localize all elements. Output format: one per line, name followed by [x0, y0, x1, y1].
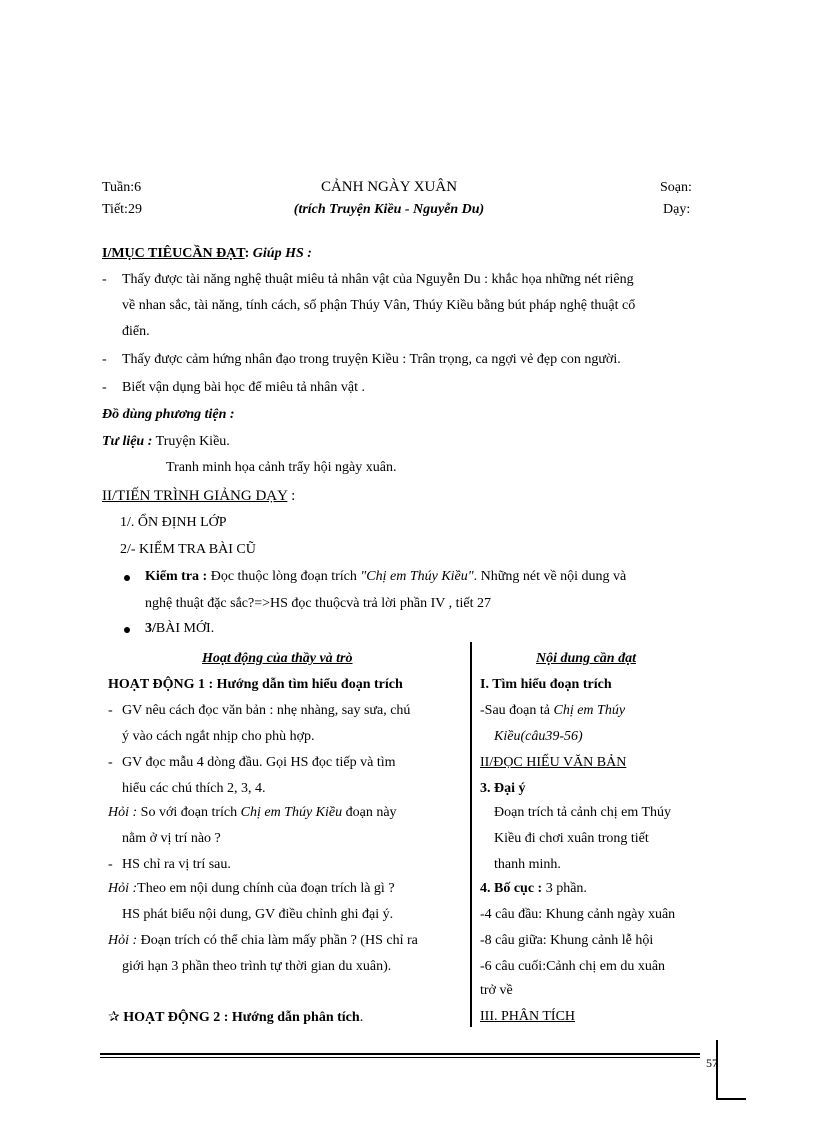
part-3-line-1: -6 câu cuối:Cảnh chị em du xuân: [480, 959, 666, 974]
footer-rule: [100, 1057, 700, 1058]
activity-2-dot: .: [359, 1010, 364, 1025]
dash-marker: -: [108, 857, 113, 872]
summary-line-1: Đoạn trích tả cảnh chị em Thúy: [494, 805, 672, 820]
location-prefix: -Sau đoạn tả: [480, 703, 550, 718]
part-3-line-2: trở về: [480, 983, 513, 998]
section-2-heading: II/ĐỌC HIỂU VĂN BẢN: [480, 755, 627, 770]
process-colon: :: [291, 488, 296, 504]
question-3-line-1: [108, 933, 418, 949]
objective-3: Biết vận dụng bài học để miêu tả nhân vật .: [122, 380, 365, 395]
question-3-text: Đoạn trích có thể chia làm mấy phần ? (HS chỉ ra: [140, 933, 418, 948]
week-label: Tuần:6: [102, 180, 142, 195]
period-label: Tiết:29: [102, 202, 142, 217]
check-label: Kiểm tra :: [145, 569, 208, 584]
question-label: Hỏi :: [108, 805, 138, 820]
dash-marker: -: [108, 703, 113, 718]
question-3-line-2: giới hạn 3 phần theo trình tự thời gian du xuân).: [122, 959, 392, 974]
gv-1-line-2: ý vào cách ngắt nhịp cho phù hợp.: [122, 729, 315, 744]
dash-marker: -: [102, 352, 107, 367]
step-3-number: 3/: [145, 621, 156, 636]
left-column-header: Hoạt động của thầy và trò: [202, 651, 353, 666]
dash-marker: -: [102, 272, 107, 287]
section-1-heading: I. Tìm hiểu đoạn trích: [480, 677, 612, 692]
section-4-value: 3 phần.: [545, 881, 587, 896]
location-line-1: [480, 703, 625, 719]
gv-2-line-2: hiểu các chú thích 2, 3, 4.: [122, 781, 266, 796]
hs-answer-2: HS phát biểu nội dung, GV điều chỉnh ghi đại ý.: [122, 907, 394, 922]
step-3: [145, 621, 214, 637]
activity-2-heading: [108, 1009, 363, 1026]
question-1-text-c: đoạn này: [345, 805, 397, 820]
check-text-1: Đọc thuộc lòng đoạn trích: [210, 569, 357, 584]
right-column-header: Nội dung cần đạt: [536, 651, 636, 666]
summary-line-3: thanh minh.: [494, 857, 561, 872]
page-number: 57: [706, 1056, 718, 1070]
objectives-lead: Giúp HS :: [252, 246, 312, 261]
objective-2: Thấy được cảm hứng nhân đạo trong truyện Kiều : Trân trọng, ca ngợi vẻ đẹp con người.: [122, 352, 621, 367]
question-1-line-2: nằm ở vị trí nào ?: [122, 831, 221, 846]
step-2: 2/- KIỂM TRA BÀI CŨ: [120, 542, 256, 557]
step-3-label: BÀI MỚI.: [155, 621, 215, 636]
step-1: 1/. ỔN ĐỊNH LỚP: [120, 515, 227, 530]
summary-line-2: Kiều đi chơi xuân trong tiết: [494, 831, 649, 846]
activity-2-title: HOẠT ĐỘNG 2 : Hướng dẫn phân tích: [123, 1010, 360, 1025]
materials-heading: Đồ dùng phương tiện :: [102, 407, 235, 422]
process-heading-line: [102, 488, 295, 505]
dash-marker: -: [108, 755, 113, 770]
materials-item-1: Truyện Kiều.: [155, 434, 230, 449]
part-1: -4 câu đầu: Khung cảnh ngày xuân: [480, 907, 676, 922]
question-1-title: Chị em Thúy Kiều: [240, 805, 343, 820]
materials-item-2: Tranh minh họa cảnh trẩy hội ngày xuân.: [166, 460, 397, 475]
question-1-text-a: So với đoạn trích: [140, 805, 238, 820]
check-text-2: . Những nét về nội dung và: [473, 569, 627, 584]
section-5-heading: III. PHÂN TÍCH: [480, 1009, 576, 1024]
objectives-heading: I/MỤC TIÊUCẦN ĐẠT: [102, 246, 245, 261]
location-line-2: Kiều(câu39-56): [494, 729, 583, 744]
activity-1-heading: HOẠT ĐỘNG 1 : Hướng dẫn tìm hiểu đoạn trích: [108, 677, 403, 692]
dash-marker: -: [102, 380, 107, 395]
objectives-colon: :: [244, 246, 250, 261]
hs-answer-1: HS chỉ ra vị trí sau.: [122, 857, 231, 872]
objective-1-line-2: về nhan sắc, tài năng, tính cách, số phận Thúy Vân, Thúy Kiều bằng bút pháp nghệ thuật cổ: [122, 298, 636, 313]
column-divider: [470, 642, 472, 1027]
objective-1-line-3: điển.: [122, 324, 150, 339]
prepared-label: Soạn:: [660, 180, 692, 195]
page-title: CẢNH NGÀY XUÂN: [320, 179, 458, 195]
question-label: Hỏi :: [108, 881, 138, 896]
materials-label: Tư liệu :: [102, 434, 153, 449]
materials-line-1: [102, 434, 230, 450]
section-4-title: 4. Bố cục :: [480, 881, 543, 896]
star-icon: ✰: [108, 1010, 120, 1025]
section-4-heading: [480, 881, 587, 897]
taught-label: Dạy:: [663, 202, 691, 217]
location-title: Chị em Thúy: [553, 703, 626, 718]
question-2-text: Theo em nội dung chính của đoạn trích là gì ?: [137, 881, 395, 896]
part-2: -8 câu giữa: Khung cảnh lễ hội: [480, 933, 654, 948]
page-subtitle: (trích Truyện Kiều - Nguyễn Du): [293, 202, 485, 217]
footer-rule: [100, 1053, 700, 1055]
gv-2-line-1: GV đọc mẫu 4 dòng đầu. Gọi HS đọc tiếp và tìm: [122, 755, 396, 770]
page-corner-line: [716, 1098, 746, 1100]
section-3-heading: 3. Đại ý: [480, 781, 526, 796]
process-heading: II/TIẾN TRÌNH GIẢNG DẠY: [102, 488, 288, 504]
question-2: [108, 881, 395, 897]
check-line-2: nghệ thuật đặc sắc?=>HS đọc thuộcvà trả lời phần IV , tiết 27: [145, 596, 492, 611]
objective-1-line-1: Thấy được tài năng nghệ thuật miêu tả nhân vật của Nguyễn Du : khắc họa những nét riêng: [122, 272, 634, 287]
check-quote: "Chị em Thúy Kiều": [360, 569, 474, 584]
question-label: Hỏi :: [108, 933, 138, 948]
bullet-icon: [124, 627, 130, 633]
question-1-line-1: [108, 805, 397, 821]
check-line-1: [145, 569, 626, 585]
objectives-heading-line: [102, 246, 312, 262]
bullet-icon: [124, 575, 130, 581]
gv-1-line-1: GV nêu cách đọc văn bản : nhẹ nhàng, say sưa, chú: [122, 703, 411, 718]
